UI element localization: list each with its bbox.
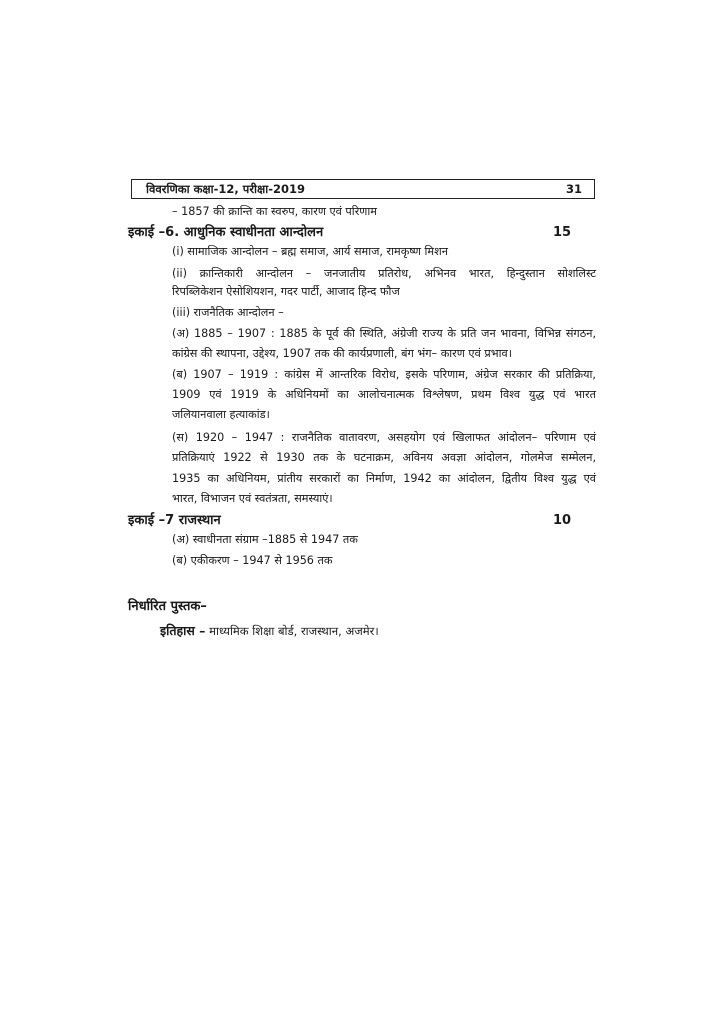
unit7-heading: इकाई –7 राजस्थान	[128, 513, 221, 528]
prescribed-book-entry	[160, 622, 379, 639]
para-b-line: 1909 एवं 1919 के अधिनियमों का आलोचनात्मक विश्लेषण, प्रथम विश्व युद्ध एवं भारत	[172, 388, 596, 401]
para-c-line: भारत, विभाजन एवं स्वतंत्रता, समस्याएं।	[172, 492, 333, 505]
para-c-line: 1935 का अधिनियम, प्रांतीय सरकारों का निर्माण, 1942 का आंदोलन, द्वितीय विश्व युद्ध एवं	[172, 472, 596, 485]
unit7-line: (ब) एकीकरण – 1947 से 1956 तक	[172, 554, 333, 567]
para-b-line: (ब) 1907 – 1919 : कांग्रेस में आन्तरिक विरोध, इसके परिणाम, अंग्रेज सरकार की प्रतिक्रिया,	[172, 368, 596, 381]
para-c-line: प्रतिक्रियाएं 1922 से 1930 तक के घटनाक्रम, अविनय अवज्ञा आंदोलन, गोलमेज सम्मेलन,	[172, 451, 596, 464]
para-c-line: (स) 1920 – 1947 : राजनैतिक वातावरण, असहयोग एवं खिलाफत आंदोलन– परिणाम एवं	[172, 431, 596, 444]
unit6-marks: 15	[553, 225, 572, 240]
carry-over-line: – 1857 की क्रान्ति का स्वरुप, कारण एवं परिणाम	[172, 205, 377, 218]
para-a-line: कांग्रेस की स्थापना, उद्देश्य, 1907 तक की कार्यप्रणाली, बंग भंग– कारण एवं प्रभाव।	[172, 347, 512, 360]
unit6-line: (i) सामाजिक आन्दोलन – ब्रह्म समाज, आर्य समाज, रामकृष्ण मिशन	[172, 245, 448, 258]
page-header	[131, 179, 595, 199]
prescribed-books-title: निर्धारित पुस्तक–	[128, 599, 207, 614]
unit7-line: (अ) स्वाधीनता संग्राम –1885 से 1947 तक	[172, 533, 358, 546]
para-b-line: जलियानवाला हत्याकांड।	[172, 408, 270, 421]
unit6-line: रिपब्लिकेशन ऐसोशियशन, गदर पार्टी, आजाद हिन्द फौज	[172, 285, 400, 298]
book-detail: माध्यमिक शिक्षा बोर्ड, राजस्थान, अजमेर।	[205, 624, 379, 638]
book-subject: इतिहास –	[160, 623, 206, 638]
page-number: 31	[565, 182, 582, 196]
para-a-line: (अ) 1885 – 1907 : 1885 के पूर्व की स्थिति, अंग्रेजी राज्य के प्रति जन भावना, विभिन्न संगठन,	[172, 327, 596, 340]
header-title: विवरणिका कक्षा-12, परीक्षा-2019	[146, 182, 305, 196]
unit6-line: (ii) क्रान्तिकारी आन्दोलन – जनजातीय प्रतिरोध, अभिनव भारत, हिन्दुस्तान सोशलिस्ट	[172, 267, 596, 280]
unit7-marks: 10	[553, 513, 572, 528]
unit6-heading: इकाई –6. आधुनिक स्वाधीनता आन्दोलन	[128, 225, 324, 240]
unit6-line: (iii) राजनैतिक आन्दोलन –	[172, 306, 284, 319]
